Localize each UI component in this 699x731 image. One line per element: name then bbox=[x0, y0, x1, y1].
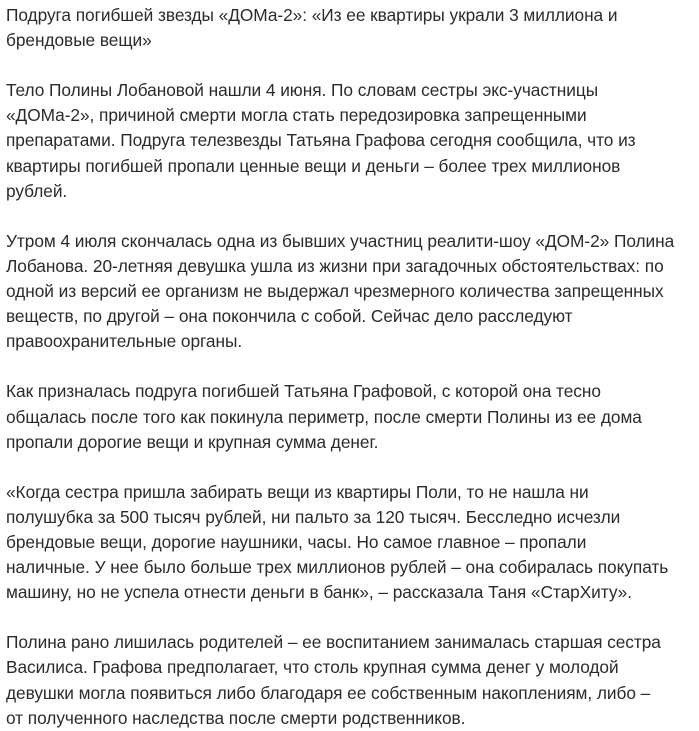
article-paragraph: «Когда сестра пришла забирать вещи из квартиры Поли, то не нашла ни полушубка за 500 тысяч рублей, ни пальто за 120 тысяч. Бесследно исчезли брендовые вещи, дорогие наушники, часы. Но самое главное – пропали наличные. У нее было больше трех миллионов рублей – она собиралась покупать машину, но не успела отнести деньги в банк», – рассказала Таня «СтарХиту». bbox=[6, 481, 669, 603]
article-title: Подруга погибшей звезды «ДОМа-2»: «Из ее квартиры украли 3 миллиона и брендовые вещи» bbox=[6, 5, 618, 51]
article-paragraph: Тело Полины Лобановой нашли 4 июня. По словам сестры экс-участницы «ДОМа-2», причиной смерти могла стать передозировка запрещенными препаратами. Подруга телезвезды Татьяна Графова сегодня сообщила, что из квартиры погибшей пропали ценные вещи и деньги – более трех миллионов рублей. bbox=[6, 80, 636, 201]
article-paragraph: Полина рано лишилась родителей – ее воспитанием занималась старшая сестра Василиса. Графова предполагает, что столь крупная сумма денег у молодой девушки могла появиться либо благодаря ее собственным накоплениям, либо – от полученного наследства после смерти родственников. bbox=[6, 632, 661, 728]
article-paragraph: Утром 4 июля скончалась одна из бывших участниц реалити-шоу «ДОМ-2» Полина Лобанова. 20-летняя девушка ушла из жизни при загадочных обстоятельствах: по одной из версий ее организм не выдержал чрезмерного количества запрещенных веществ, по другой – она покончила с собой. Сейчас дело расследуют правоохранительные органы. bbox=[6, 230, 675, 352]
article-paragraph: Как призналась подруга погибшей Татьяна Графовой, с которой она тесно общалась после того как покинула периметр, после смерти Полины из ее дома пропали дорогие вещи и крупная сумма денег. bbox=[6, 381, 642, 452]
article-body bbox=[6, 3, 694, 731]
